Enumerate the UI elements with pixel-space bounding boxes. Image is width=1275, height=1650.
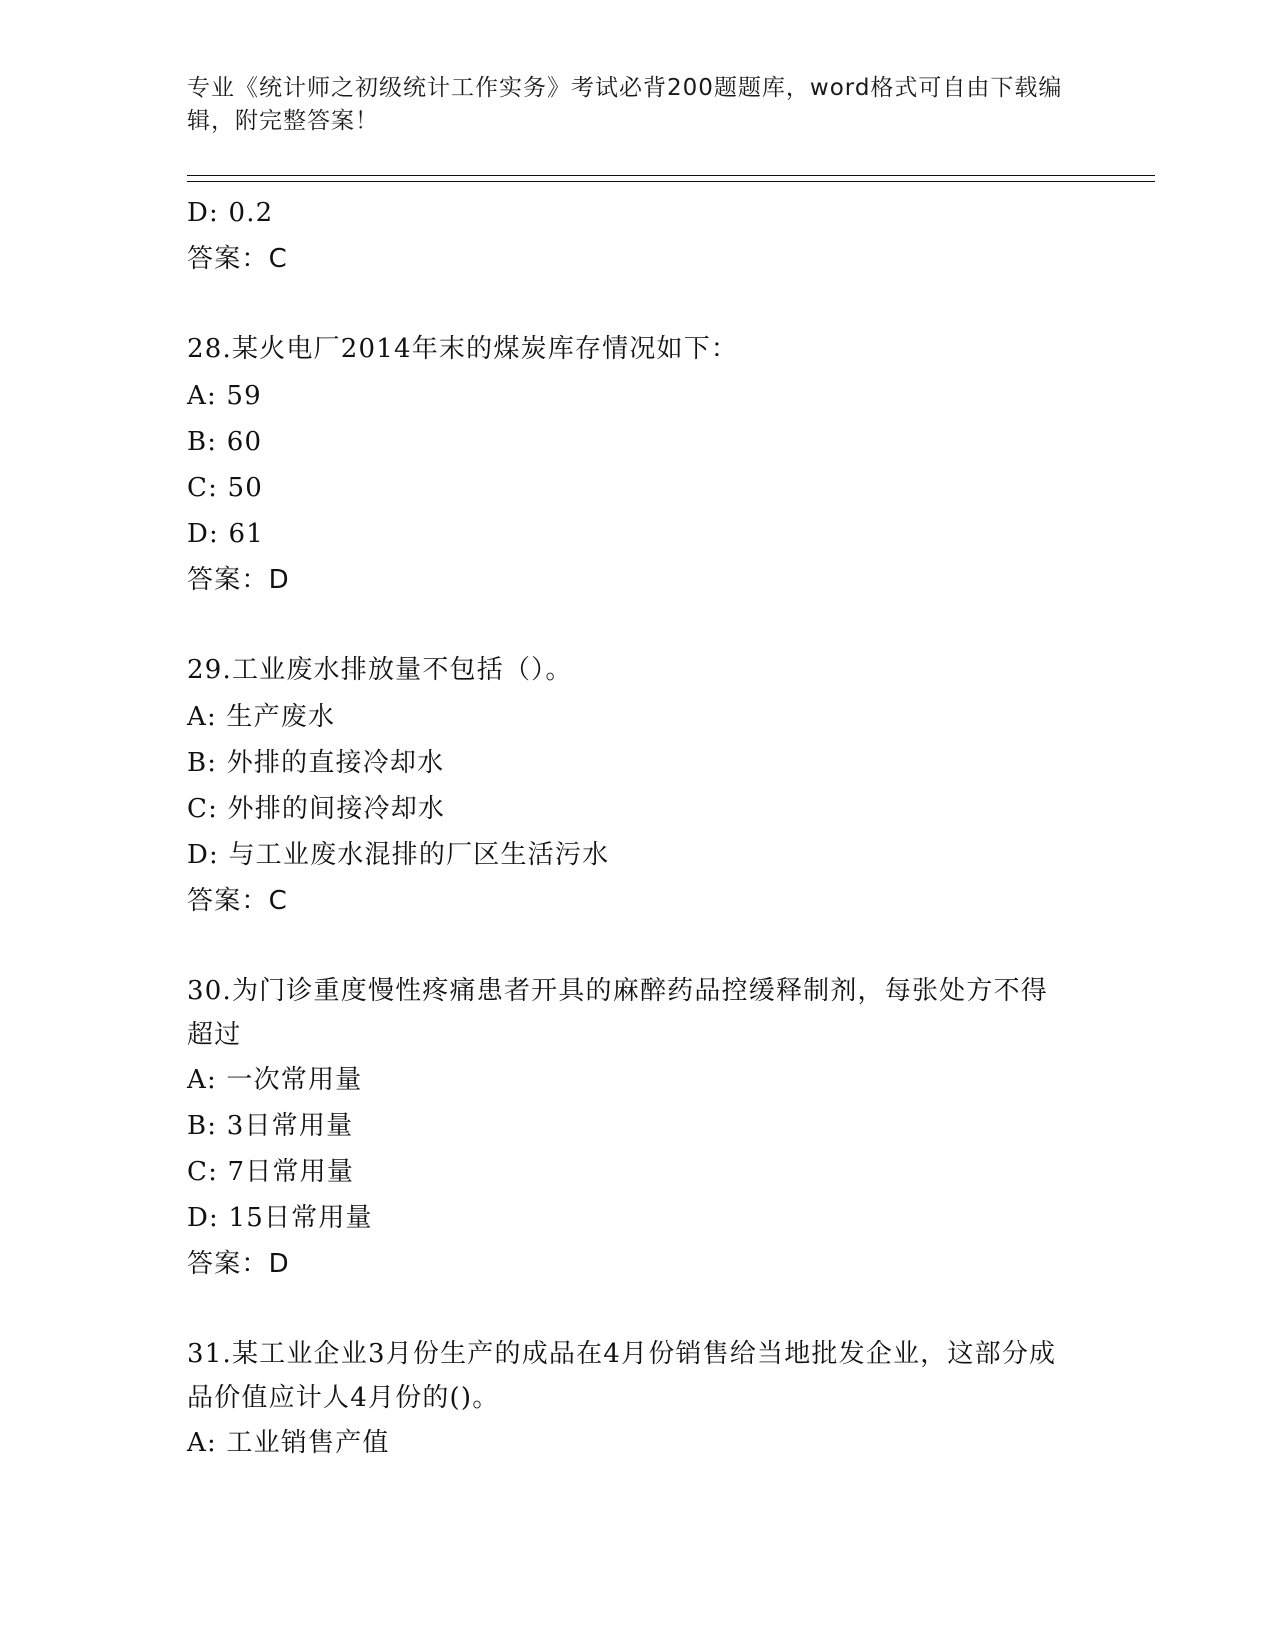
- option-b: B: 3日常用量: [187, 1111, 354, 1141]
- answer-line: 答案：D: [187, 1249, 290, 1279]
- option-a: A: 59: [187, 381, 262, 411]
- spacer: [187, 603, 1087, 648]
- question-29: [187, 648, 1087, 924]
- question-30: [187, 969, 1087, 1287]
- question-text: 31.某工业企业3月份生产的成品在4月份销售给当地批发企业，这部分成品价值应计人4月份的()。: [187, 1339, 1057, 1413]
- question-28: [187, 327, 1087, 603]
- question-list: [187, 190, 1087, 1466]
- spacer: [187, 282, 1087, 327]
- question-text: 29.工业废水排放量不包括（）。: [187, 655, 573, 685]
- question-fragment: [187, 190, 1087, 282]
- option-b: B: 外排的直接冷却水: [187, 748, 445, 778]
- option-a: A: 工业销售产值: [187, 1428, 390, 1458]
- option-d: D: 61: [187, 519, 264, 549]
- option-d: D: 与工业废水混排的厂区生活污水: [187, 840, 610, 870]
- spacer: [187, 924, 1087, 969]
- option-c: C: 50: [187, 473, 264, 503]
- page-header: 专业《统计师之初级统计工作实务》考试必背200题题库，word格式可自由下载编辑，附完整答案！: [187, 75, 1063, 134]
- option-c: C: 外排的间接冷却水: [187, 794, 446, 824]
- answer-line: 答案：D: [187, 565, 290, 595]
- header-divider-bottom: [187, 181, 1155, 182]
- option-d: D: 0.2: [187, 198, 274, 228]
- question-text: 30.为门诊重度慢性疼痛患者开具的麻醉药品控缓释制剂，每张处方不得超过: [187, 976, 1048, 1050]
- option-d: D: 15日常用量: [187, 1203, 373, 1233]
- answer-line: 答案：C: [187, 244, 288, 274]
- spacer: [187, 1287, 1087, 1332]
- question-31: [187, 1332, 1087, 1466]
- question-text: 28.某火电厂2014年末的煤炭库存情况如下：: [187, 334, 739, 364]
- option-a: A: 生产废水: [187, 702, 336, 732]
- option-a: A: 一次常用量: [187, 1065, 363, 1095]
- option-c: C: 7日常用量: [187, 1157, 355, 1187]
- option-b: B: 60: [187, 427, 263, 457]
- answer-line: 答案：C: [187, 886, 288, 916]
- header-divider-top: [187, 175, 1155, 176]
